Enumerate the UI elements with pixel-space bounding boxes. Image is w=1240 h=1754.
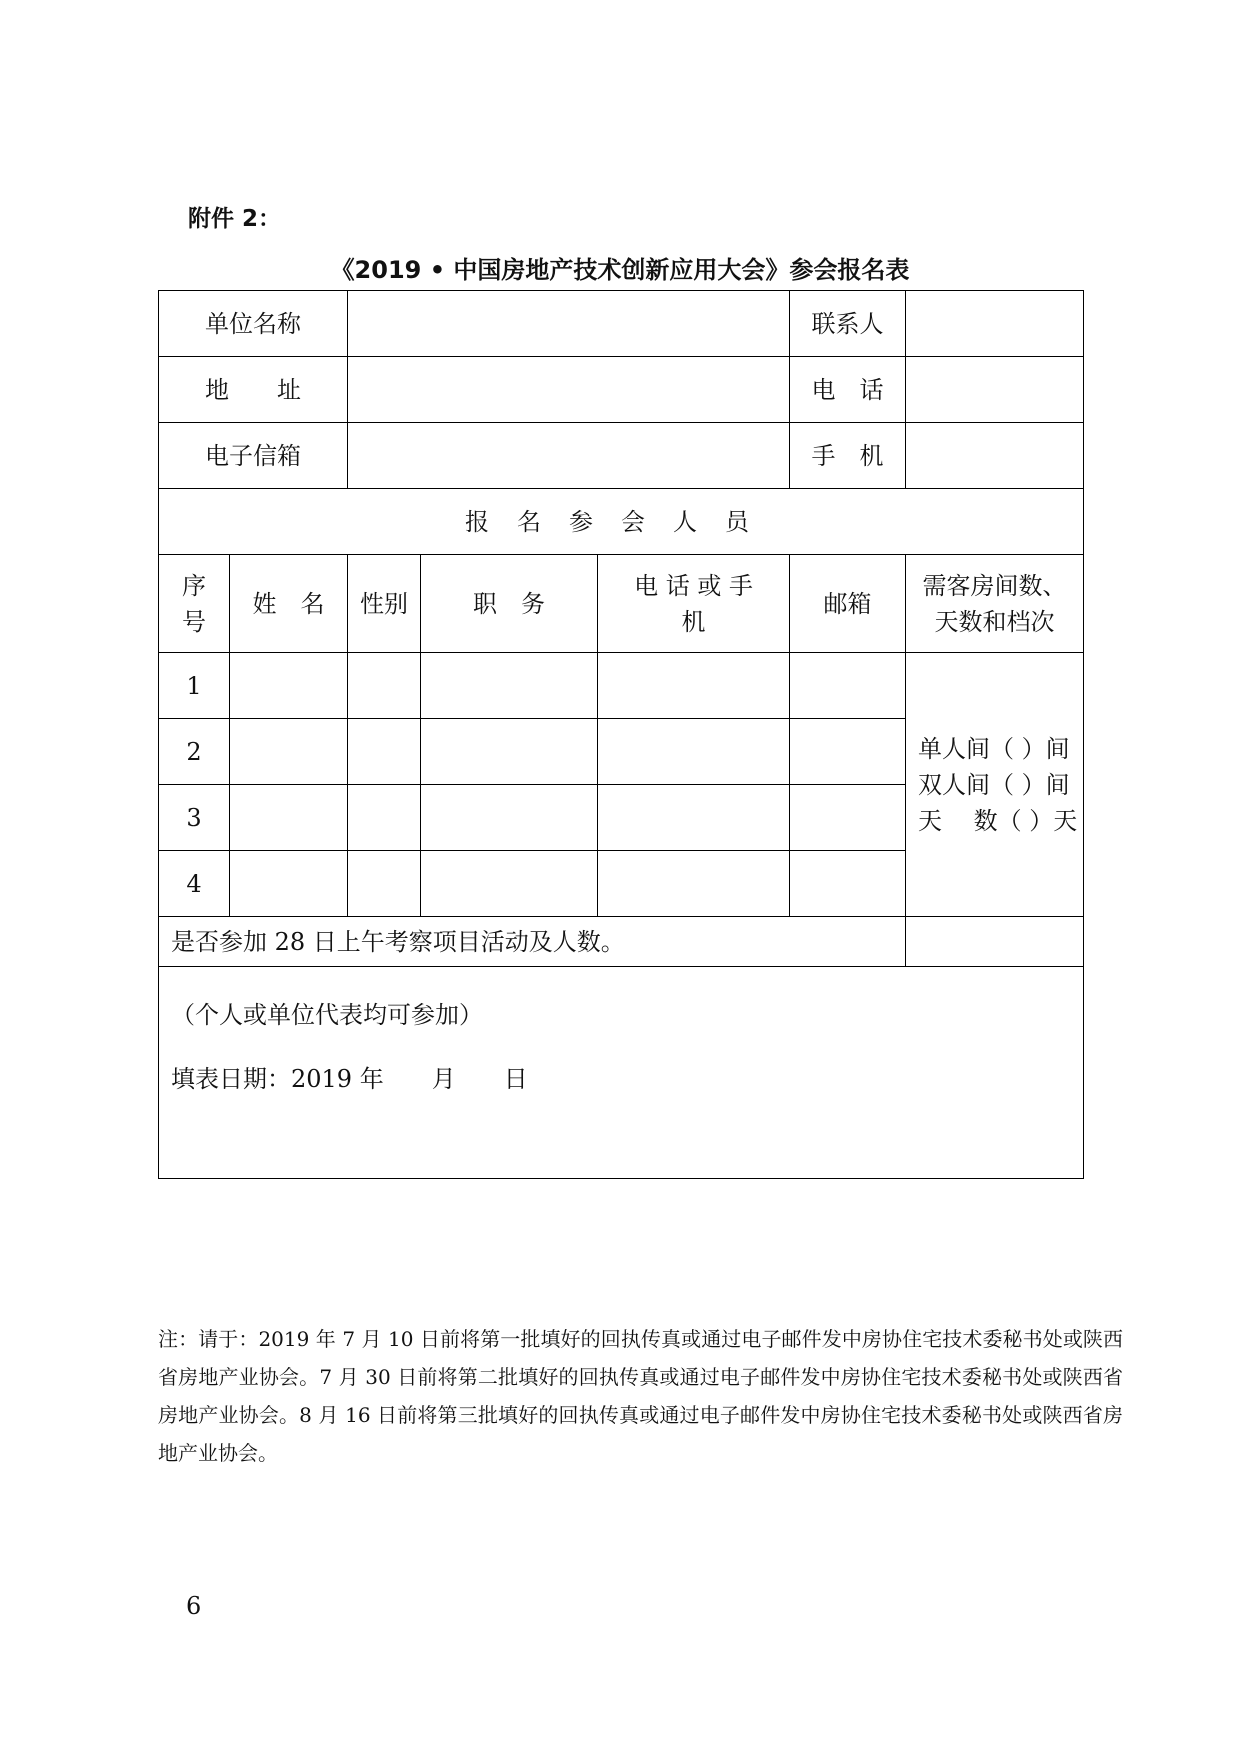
attendee-3-gender-field[interactable] [348, 785, 421, 851]
registration-form-table [158, 290, 1084, 1179]
telephone-field[interactable] [906, 357, 1084, 423]
attendee-2-name-field[interactable] [230, 719, 348, 785]
inspection-question: 是否参加 28 日上午考察项目活动及人数。 [159, 917, 906, 967]
mobile-label: 手 机 [790, 423, 906, 489]
mobile-field[interactable] [906, 423, 1084, 489]
col-name-header: 姓 名 [230, 555, 348, 653]
submission-note: 注：请于：2019 年 7 月 10 日前将第一批填好的回执传真或通过电子邮件发中房协住宅技术委秘书处或陕西省房地产业协会。7 月 30 日前将第二批填好的回执传真或通过电子邮件发中房协住宅技术委秘书处或陕西省房地产业协会。8 月 16 日前将第三批填好的回执传真或通过电子邮件发中房协住宅技术委秘书处或陕西省房地产业协会。 [158, 1327, 1123, 1465]
col-seq-header [159, 555, 230, 653]
single-room-line: 单人间（ ）间 [918, 734, 1070, 763]
attendee-3-name-field[interactable] [230, 785, 348, 851]
attendee-1-gender-field[interactable] [348, 653, 421, 719]
room-requirements-cell[interactable] [906, 653, 1084, 917]
attendee-3-position-field[interactable] [421, 785, 598, 851]
attendee-4-position-field[interactable] [421, 851, 598, 917]
contact-person-field[interactable] [906, 291, 1084, 357]
form-title: 《2019 • 中国房地产技术创新应用大会》参会报名表 [330, 256, 910, 284]
attendee-4-phone-field[interactable] [598, 851, 790, 917]
attachment-label: 附件 2： [188, 206, 282, 232]
row-number-3: 3 [159, 785, 230, 851]
unit-name-field[interactable] [348, 291, 790, 357]
attendee-1-position-field[interactable] [421, 653, 598, 719]
remark-text: （个人或单位代表均可参加） [171, 1001, 483, 1029]
attendee-3-email-field[interactable] [790, 785, 906, 851]
contact-person-label: 联系人 [790, 291, 906, 357]
col-phone-line2: 机 [681, 607, 706, 636]
attendee-3-phone-field[interactable] [598, 785, 790, 851]
unit-name-label: 单位名称 [159, 291, 348, 357]
page-number: 6 [186, 1592, 202, 1620]
attendee-4-email-field[interactable] [790, 851, 906, 917]
telephone-label: 电 话 [790, 357, 906, 423]
col-position-header: 职 务 [421, 555, 598, 653]
attendee-1-phone-field[interactable] [598, 653, 790, 719]
attendee-1-email-field[interactable] [790, 653, 906, 719]
address-field[interactable] [348, 357, 790, 423]
double-room-line: 双人间（ ）间 [918, 770, 1070, 799]
row-number-2: 2 [159, 719, 230, 785]
attendee-2-email-field[interactable] [790, 719, 906, 785]
attendee-1-name-field[interactable] [230, 653, 348, 719]
attendee-2-position-field[interactable] [421, 719, 598, 785]
col-rooms-line2: 天数和档次 [934, 607, 1055, 636]
col-rooms-line1: 需客房间数、 [922, 571, 1067, 600]
attendee-4-name-field[interactable] [230, 851, 348, 917]
col-rooms-header [906, 555, 1084, 653]
col-gender-header: 性别 [348, 555, 421, 653]
days-line: 天 数（ ）天 [918, 806, 1078, 835]
fill-date: 填表日期：2019 年 月 日 [171, 1065, 528, 1093]
inspection-answer-field[interactable] [906, 917, 1084, 967]
email-field[interactable] [348, 423, 790, 489]
email-label: 电子信箱 [159, 423, 348, 489]
attendee-2-phone-field[interactable] [598, 719, 790, 785]
row-number-1: 1 [159, 653, 230, 719]
col-phone-header [598, 555, 790, 653]
remark-cell [159, 967, 1084, 1179]
col-seq-line2: 号 [182, 607, 206, 636]
attendees-section-header: 报名参会人员 [159, 489, 1084, 555]
col-email-header: 邮箱 [790, 555, 906, 653]
col-seq-line1: 序 [182, 571, 206, 600]
address-label: 地 址 [159, 357, 348, 423]
attendee-4-gender-field[interactable] [348, 851, 421, 917]
col-phone-line1: 电 话 或 手 [634, 571, 753, 600]
attendee-2-gender-field[interactable] [348, 719, 421, 785]
row-number-4: 4 [159, 851, 230, 917]
